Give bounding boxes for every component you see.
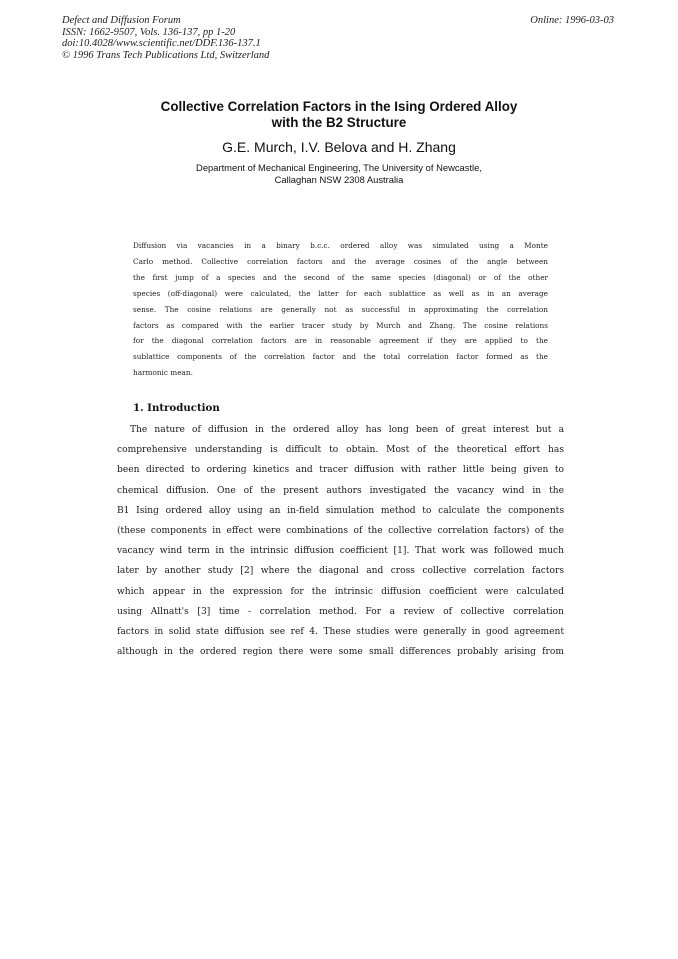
body-line: which appear in the expression for the intrinsic diffusion coefficient were calculated: [117, 586, 564, 597]
abstract-line: sublattice components of the correlation factor and the total correlation factor formed as the: [133, 352, 548, 362]
author-affiliation: [100, 162, 578, 186]
journal-name: Defect and Diffusion Forum: [62, 15, 181, 26]
body-line: vacancy wind term in the intrinsic diffusion coefficient [1]. That work was followed much: [117, 546, 564, 557]
abstract-line: for the diagonal correlation factors are in reasonable agreement if they are applied to the: [133, 336, 548, 346]
body-line: later by another study [2] where the diagonal and cross collective correlation factors: [117, 566, 564, 577]
abstract-line: factors as compared with the earlier tracer study by Murch and Zhang. The cosine relations: [133, 320, 548, 330]
abstract-line: Diffusion via vacancies in a binary b.c.c. ordered alloy was simulated using a Monte: [133, 241, 548, 250]
body-line: comprehensive understanding is difficult to obtain. Most of the theoretical effort has: [117, 445, 564, 456]
body-line: (these components in effect were combinations of the collective correlation factors) of the: [117, 526, 564, 537]
body-line: using Allnatt's [3] time - correlation method. For a review of collective correlation: [117, 606, 564, 617]
paper-title: [100, 99, 578, 131]
abstract-line: sense. The cosine relations are generally not as successful in approximating the correlation: [133, 304, 548, 314]
copyright-notice: © 1996 Trans Tech Publications Ltd, Switzerland: [62, 49, 270, 61]
introduction-text: [117, 420, 564, 662]
journal-header: [62, 15, 269, 61]
abstract: [133, 238, 548, 381]
title-line: Collective Correlation Factors in the Ising Ordered Alloy: [160, 99, 518, 114]
abstract-line: the first jump of a species and the second of the same species (diagonal) or of the other: [133, 272, 548, 282]
body-line: B1 Ising ordered alloy using an in-field simulation method to calculate the components: [117, 505, 564, 516]
abstract-line: harmonic mean.: [133, 368, 193, 378]
abstract-line: species (off-diagonal) were calculated, the latter for each sublattice as well as in an average: [133, 288, 548, 298]
affiliation-line: Department of Mechanical Engineering, The University of Newcastle,: [196, 162, 482, 173]
journal-issn: ISSN: 1662-9507, Vols. 136-137, pp 1-20: [62, 26, 236, 38]
body-line: although in the ordered region there were some small differences probably arising from: [117, 647, 564, 658]
body-line: chemical diffusion. One of the present authors investigated the vacancy wind in the: [117, 485, 564, 496]
paper-authors: G.E. Murch, I.V. Belova and H. Zhang: [222, 139, 456, 155]
body-line: The nature of diffusion in the ordered alloy has long been of great interest but a: [130, 425, 564, 435]
body-line: factors in solid state diffusion see ref 4. These studies were generally in good agreement: [117, 627, 564, 638]
abstract-line: Carlo method. Collective correlation factors and the average cosines of the angle between: [133, 256, 548, 266]
body-line: been directed to ordering kinetics and tracer diffusion with rather little being given to: [117, 465, 564, 476]
title-line: with the B2 Structure: [271, 115, 407, 130]
journal-doi[interactable]: doi:10.4028/www.scientific.net/DDF.136-137.1: [62, 38, 261, 50]
online-date: Online: 1996-03-03: [530, 15, 614, 26]
section-heading: 1. Introduction: [133, 402, 220, 414]
affiliation-line: Callaghan NSW 2308 Australia: [274, 174, 404, 185]
